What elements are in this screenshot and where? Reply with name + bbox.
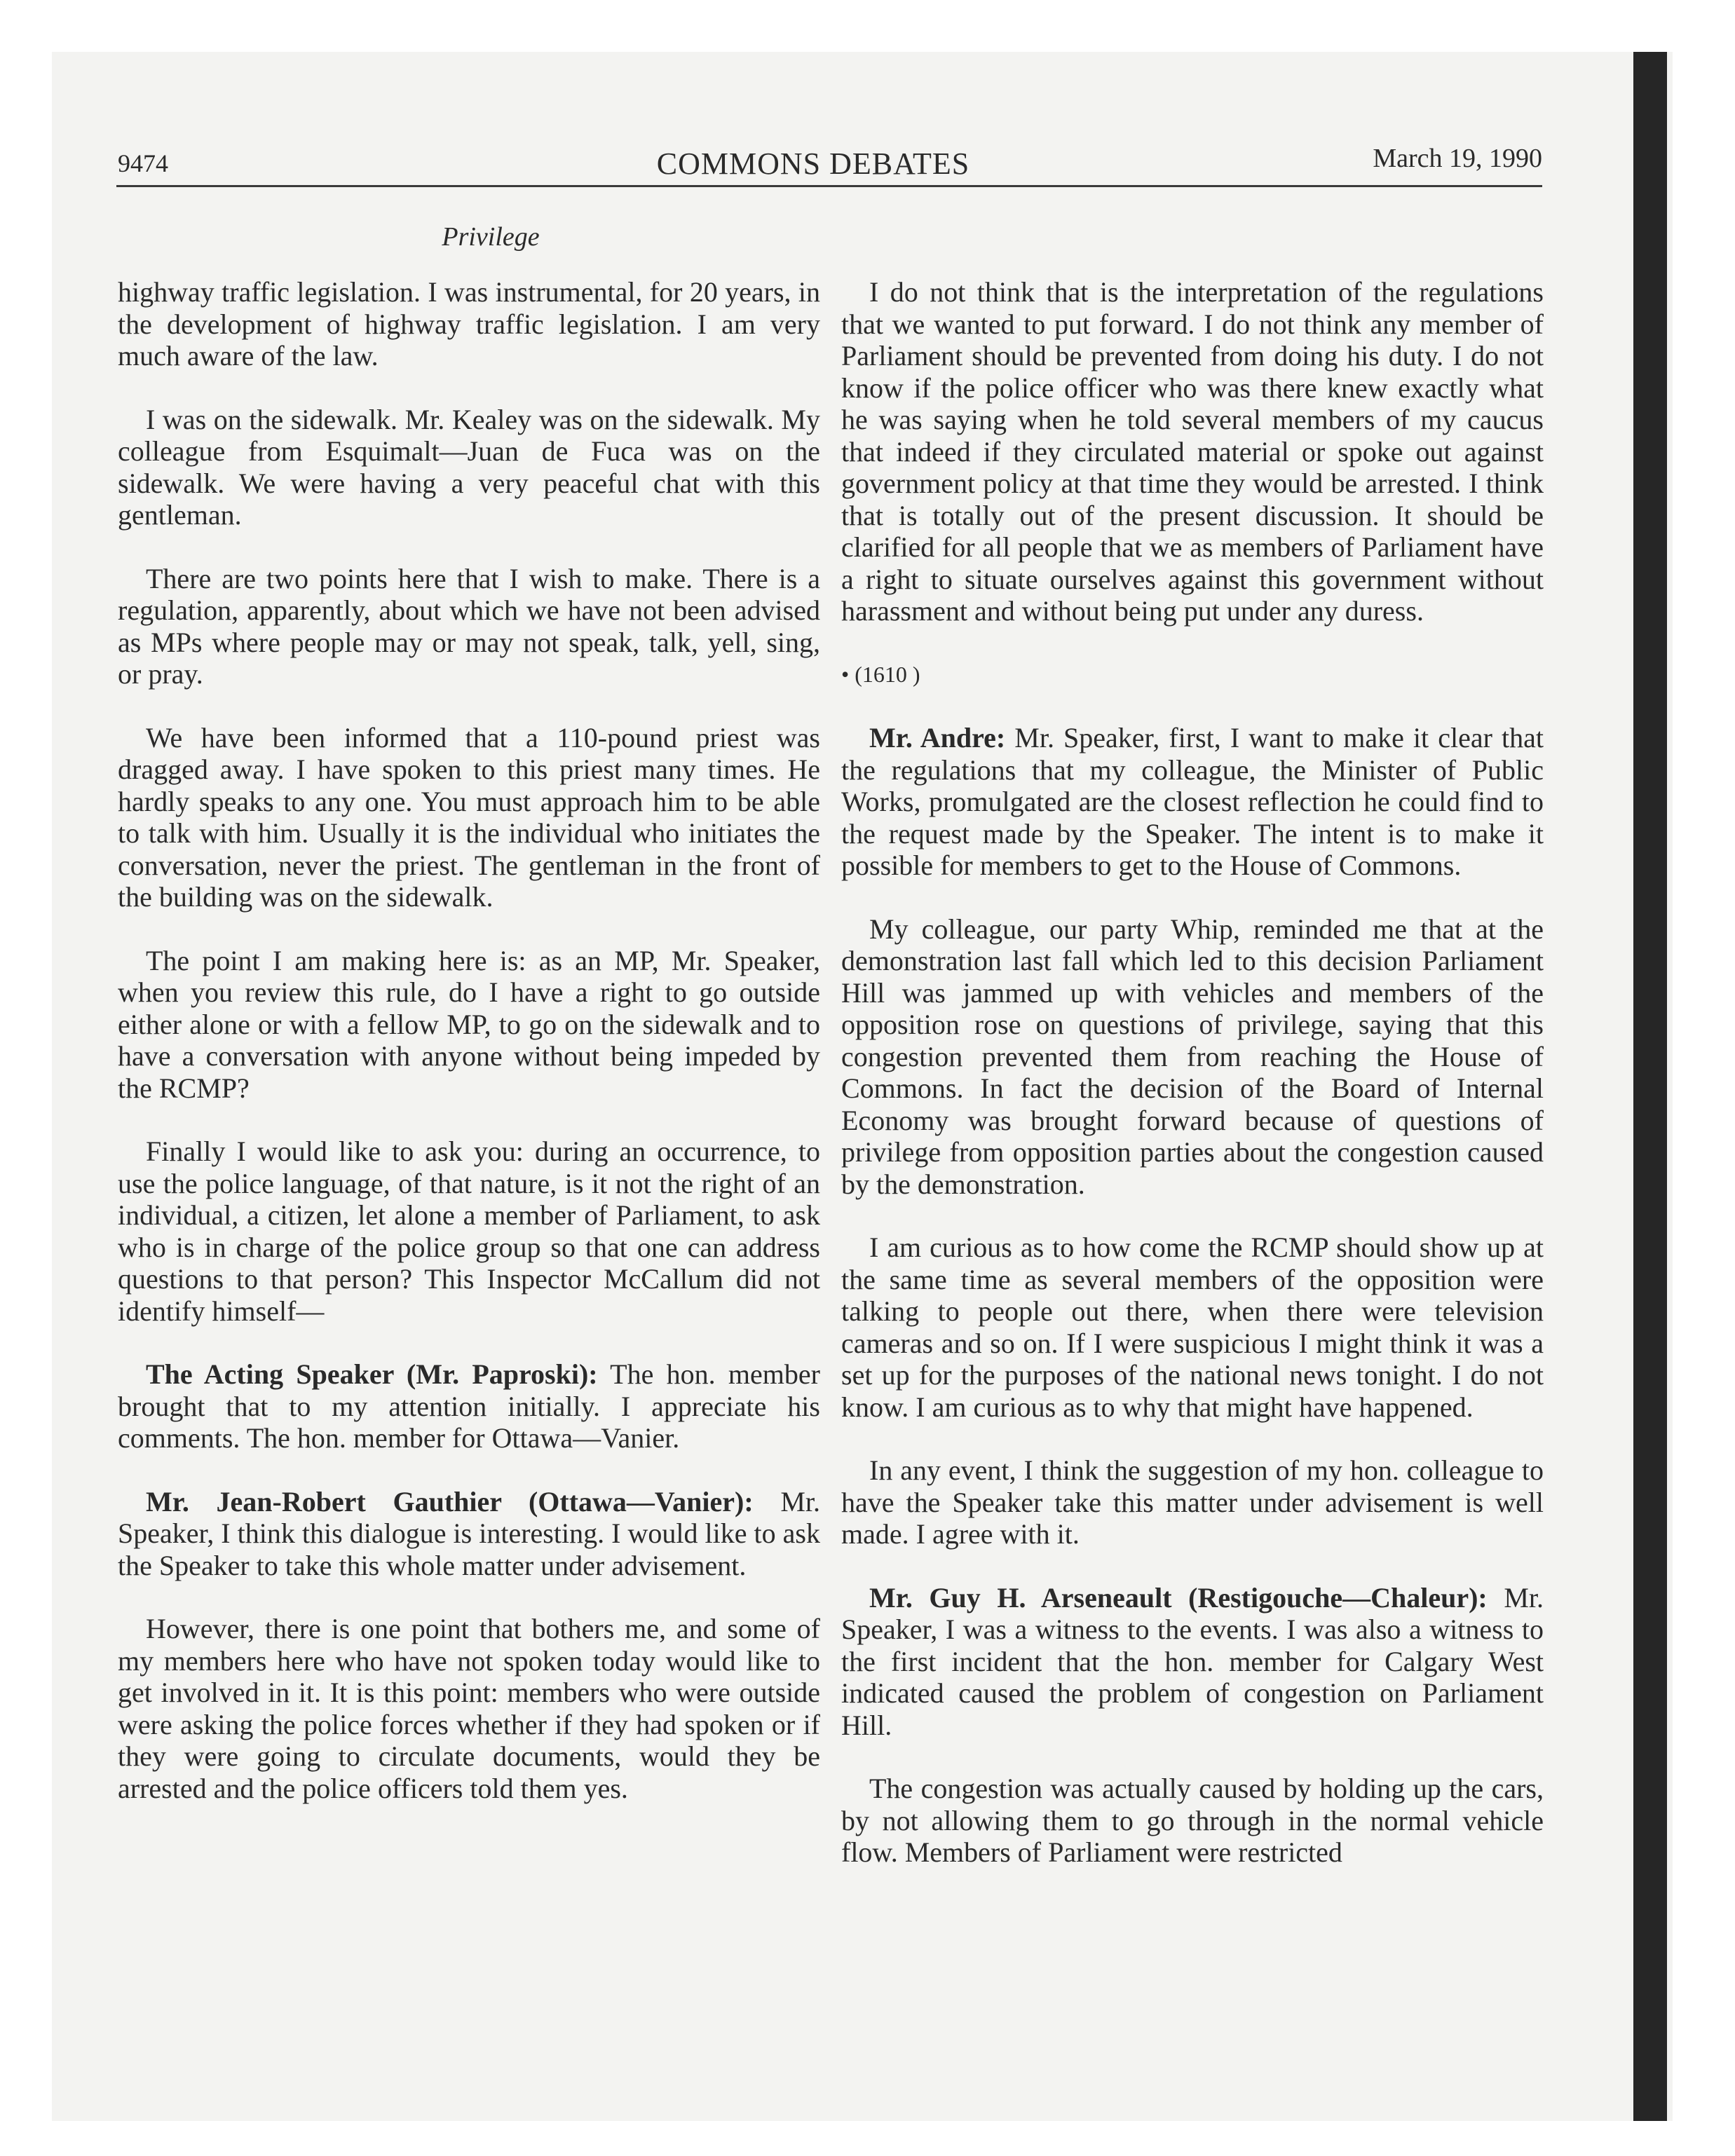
speaker-name: Mr. Andre: [869, 722, 1006, 753]
speech-paragraph [841, 1582, 1544, 1742]
paragraph: My colleague, our party Whip, reminded me that at the demonstration last fall which led to this decision Parliament Hill was jammed up with vehicles and members of the opposition rose on questions of privilege, saying that this congestion prevented them from reaching the House of Commons. In fact the decision of the Board of Internal Economy was brought forward because of questions of privilege from opposition parties about the congestion caused by the demonstration. [841, 913, 1544, 1200]
paragraph: I am curious as to how come the RCMP should show up at the same time as several members of the opposition were talking to people out there, when there were television cameras and so on. If I were suspicious I might think it was a set up for the purposes of the national news tonight. I do not know. I am curious as to why that might have happened. [841, 1231, 1544, 1423]
bullet-icon: • [841, 661, 850, 687]
paragraph: Finally I would like to ask you: during an occurrence, to use the police language, of that nature, is it not the right of an individual, a citizen, let alone a member of Parliament, to ask who is in charge of the police group so that one can address questions to that person? This Inspector McCallum did not identify himself— [118, 1135, 820, 1327]
header-rule [116, 185, 1542, 187]
continued-paragraph: highway traffic legislation. I was instrumental, for 20 years, in the development of highway traffic legislation. I am very much aware of the law. [118, 276, 820, 371]
paragraph: I do not think that is the interpretation of the regulations that we wanted to put forward. I do not think any member of Parliament should be prevented from doing his duty. I do not know if the police officer who was there knew exactly what he was saying when he told several members of my caucus that indeed if they circulated material or spoke out against government policy at that time they would be arrested. I think that is totally out of the present discussion. It should be clarified for all people that we as members of Parliament have a right to situate ourselves against this government without harassment and without being put under any duress. [841, 276, 1544, 627]
speaker-name: Mr. Jean-Robert Gauthier (Ottawa—Vanier): [146, 1485, 754, 1517]
time-marker-text: (1610 ) [855, 661, 920, 687]
speaker-name: Mr. Guy H. Arseneault (Restigouche—Chaleur): [869, 1581, 1488, 1613]
time-marker [841, 659, 1544, 691]
section-title: Privilege [442, 222, 540, 252]
paragraph: The congestion was actually caused by holding up the cars, by not allowing them to go through in the normal vehicle flow. Members of Parliament were restricted [841, 1773, 1544, 1868]
paragraph: We have been informed that a 110-pound priest was dragged away. I have spoken to this priest many times. He hardly speaks to any one. You must approach him to be able to talk with him. Usually it is the individual who initiates the conversation, never the priest. The gentleman in the front of the building was on the sidewalk. [118, 721, 820, 913]
speech-paragraph [841, 722, 1544, 882]
paragraph: In any event, I think the suggestion of my hon. colleague to have the Speaker take this matter under advisement is well made. I agree with it. [841, 1454, 1544, 1550]
speech-paragraph [118, 1358, 820, 1454]
right-column [841, 276, 1544, 1900]
scan-edge-shadow [1633, 52, 1667, 2121]
paragraph: The point I am making here is: as an MP, Mr. Speaker, when you review this rule, do I have a right to go outside either alone or with a fellow MP, to go on the sidewalk and to have a conversation with anyone without being impeded by the RCMP? [118, 944, 820, 1104]
speech-paragraph [118, 1486, 820, 1582]
page-number: 9474 [118, 149, 168, 177]
page-date: March 19, 1990 [1373, 144, 1542, 173]
left-column [118, 276, 820, 1836]
running-title: COMMONS DEBATES [656, 146, 970, 181]
speaker-name: The Acting Speaker (Mr. Paproski): [146, 1358, 598, 1390]
paragraph: There are two points here that I wish to make. There is a regulation, apparently, about which we have not been advised as MPs where people may or may not speak, talk, yell, sing, or pray. [118, 562, 820, 690]
speech-text: Mr. Speaker, I think this dialogue is interesting. I would like to ask the Speaker to take this whole matter under advisement. [118, 1485, 820, 1581]
paragraph: However, there is one point that bothers me, and some of my members here who have not spoken today would like to get involved in it. It is this point: members who were outside were asking the police forces whether if they had spoken or if they were going to circulate documents, would they be arrested and the police officers told them yes. [118, 1613, 820, 1804]
speech-text: Mr. Speaker, I was a witness to the events. I was also a witness to the first incident that the hon. member for Calgary West indicated caused the problem of congestion on Parliament Hill. [841, 1581, 1544, 1741]
speech-text: Mr. Speaker, first, I want to make it clear that the regulations that my colleague, the Minister of Public Works, promulgated are the closest reflection he could find to the request made by the Speaker. The intent is to make it possible for members to get to the House of Commons. [841, 722, 1544, 881]
paragraph: I was on the sidewalk. Mr. Kealey was on the sidewalk. My colleague from Esquimalt—Juan de Fuca was on the sidewalk. We were having a very peaceful chat with this gentleman. [118, 403, 820, 531]
speech-text: The hon. member brought that to my attention initially. I appreciate his comments. The hon. member for Ottawa—Vanier. [118, 1358, 820, 1454]
